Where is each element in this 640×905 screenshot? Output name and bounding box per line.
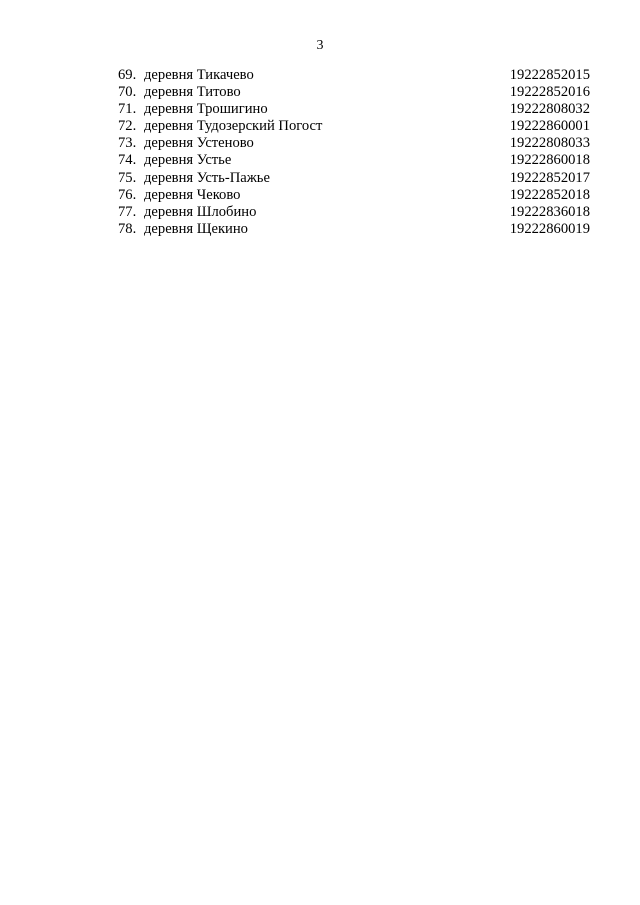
list-item [118,187,590,204]
item-number: 72. [118,118,137,135]
item-name: деревня Щекино [144,220,248,237]
item-name: деревня Чеково [144,186,241,203]
item-number: 76. [118,186,137,203]
item-name: деревня Усть-Пажье [144,169,270,186]
item-name: деревня Устье [144,152,232,169]
item-name: деревня Тикачево [144,67,254,83]
item-number: 77. [118,203,137,220]
item-code: 19222852016 [509,84,590,101]
item-code: 19222852017 [509,169,590,186]
item-name: деревня Устеново [144,135,254,152]
item-name: деревня Трошигино [144,101,268,118]
list-item [118,204,590,221]
item-code: 19222852018 [509,186,590,203]
list-item [118,118,590,135]
list-item [118,221,590,238]
item-number: 70. [118,84,137,101]
item-code: 19222836018 [509,203,590,220]
item-code: 19222852015 [509,67,590,83]
item-name: деревня Титово [144,84,241,101]
list-item [118,67,590,84]
list-item [118,101,590,118]
item-code: 19222860019 [509,220,590,237]
item-number: 73. [118,135,137,152]
item-code: 19222860001 [509,118,590,135]
item-number: 71. [118,101,137,118]
item-number: 78. [118,220,137,237]
list-item [118,170,590,187]
item-number: 74. [118,152,137,169]
item-name: деревня Шлобино [144,203,257,220]
list-item [118,84,590,101]
item-code: 19222860018 [509,152,590,169]
item-code: 19222808032 [509,101,590,118]
settlement-list [118,67,590,238]
list-item [118,152,590,169]
item-number: 75. [118,169,137,186]
page-number: 3 [316,38,324,53]
item-number: 69. [118,67,137,83]
item-code: 19222808033 [509,135,590,152]
item-name: деревня Тудозерский Погост [144,118,323,135]
list-item [118,135,590,152]
